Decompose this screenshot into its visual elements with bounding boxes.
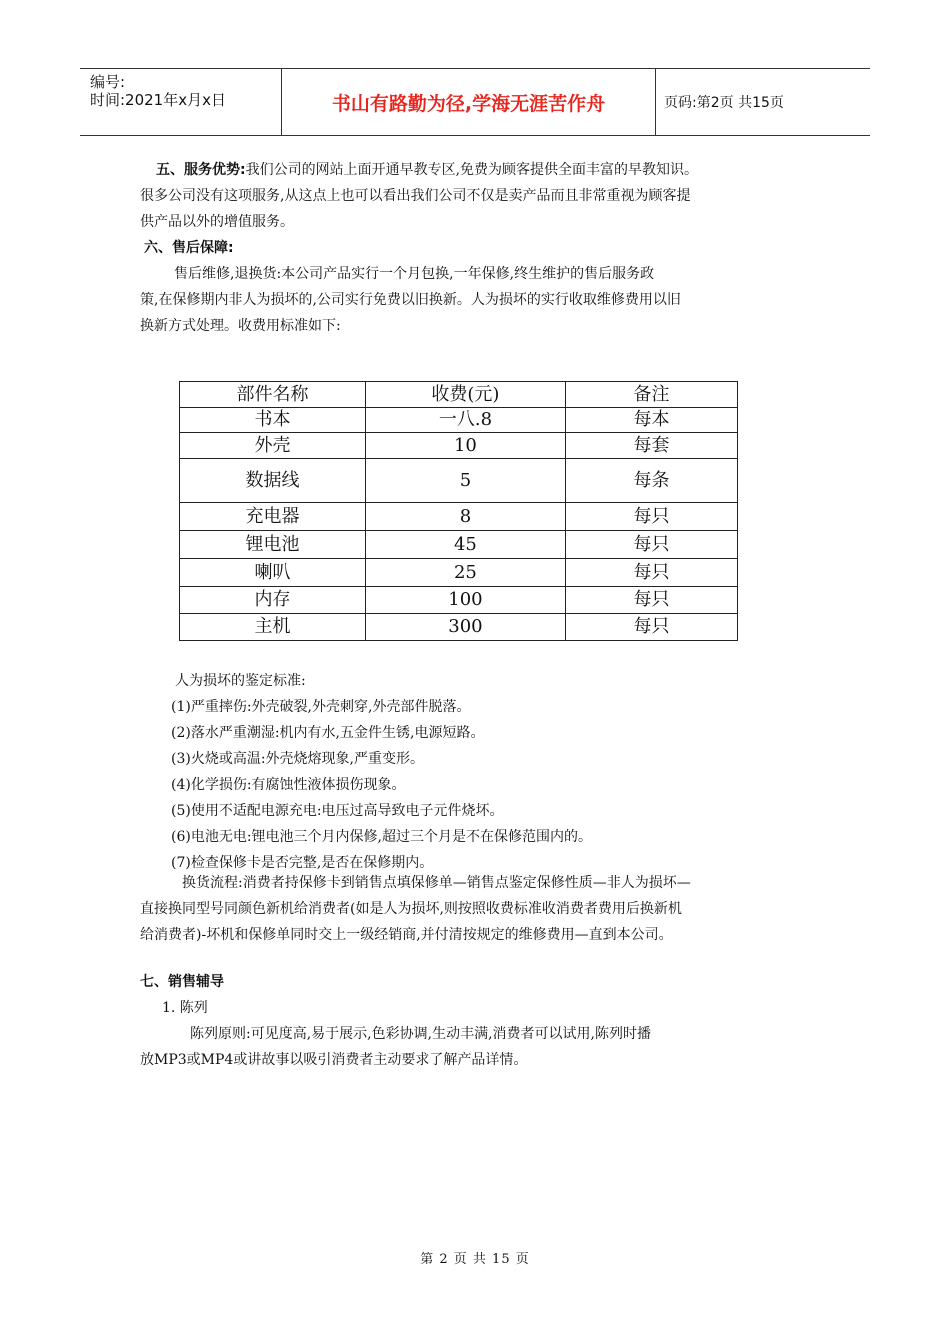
table-row xyxy=(180,459,738,503)
section-7-heading: 七、销售辅导 xyxy=(140,974,224,990)
list-item: (7)检查保修卡是否完整,是否在保修期内。 xyxy=(171,855,434,871)
fee-part: 内存 xyxy=(180,587,366,614)
fee-part: 书本 xyxy=(180,408,366,433)
section-7-text-2: 放MP3或MP4或讲故事以吸引消费者主动要求了解产品详情。 xyxy=(140,1052,528,1068)
fee-cost: 10 xyxy=(365,433,565,459)
fee-part: 锂电池 xyxy=(180,531,366,559)
table-row xyxy=(180,503,738,531)
page-header xyxy=(80,68,870,136)
header-motto: 书山有路勤为径,学海无涯苦作舟 xyxy=(281,69,656,135)
list-item: (4)化学损伤:有腐蚀性液体损伤现象。 xyxy=(171,777,406,793)
fee-part: 主机 xyxy=(180,614,366,641)
damage-title: 人为损坏的鉴定标准: xyxy=(175,673,306,689)
list-item: (3)火烧或高温:外壳烧熔现象,严重变形。 xyxy=(171,751,424,767)
fee-part: 喇叭 xyxy=(180,559,366,587)
fee-note: 每只 xyxy=(565,614,737,641)
fee-note: 每套 xyxy=(565,433,737,459)
list-item: (5)使用不适配电源充电:电压过高导致电子元件烧坏。 xyxy=(171,803,504,819)
section-6-heading: 六、售后保障: xyxy=(144,240,234,256)
fee-table-header xyxy=(180,382,738,408)
fee-cost: 5 xyxy=(365,459,565,503)
damage-standards xyxy=(171,668,815,876)
fee-note: 每条 xyxy=(565,459,737,503)
section-5 xyxy=(140,157,812,235)
section-5-text-3: 供产品以外的增值服务。 xyxy=(140,214,294,230)
exchange-text-3: 给消费者)-坏机和保修单同时交上一级经销商,并付清按规定的维修费用—直到本公司。 xyxy=(140,927,673,943)
section-6-text-1: 售后维修,退换货:本公司产品实行一个月包换,一年保修,终生维护的售后服务政 xyxy=(174,266,655,282)
header-page-number: 页码:第2页 共15页 xyxy=(664,95,784,111)
fee-note: 每本 xyxy=(565,408,737,433)
table-row xyxy=(180,433,738,459)
section-6-text-3: 换新方式处理。收费用标准如下: xyxy=(140,318,341,334)
fee-note: 每只 xyxy=(565,559,737,587)
fee-note: 每只 xyxy=(565,531,737,559)
fee-cost: 45 xyxy=(365,531,565,559)
list-item: (2)落水严重潮湿:机内有水,五金件生锈,电源短路。 xyxy=(171,725,485,741)
exchange-process xyxy=(140,870,812,948)
section-7 xyxy=(140,969,812,1073)
fee-cost: 300 xyxy=(365,614,565,641)
fee-table xyxy=(179,381,738,641)
table-row xyxy=(180,408,738,433)
header-info xyxy=(80,69,281,135)
fee-note: 每只 xyxy=(565,503,737,531)
fee-part: 充电器 xyxy=(180,503,366,531)
list-item: (1)严重摔伤:外壳破裂,外壳刺穿,外壳部件脱落。 xyxy=(171,699,471,715)
fee-header-note: 备注 xyxy=(565,382,737,408)
section-7-sub-1: 1. 陈列 xyxy=(162,1000,208,1016)
page-footer: 第 2 页 共 15 页 xyxy=(420,1252,530,1267)
section-6-text-2: 策,在保修期内非人为损坏的,公司实行免费以旧换新。人为损坏的实行收取维修费用以旧 xyxy=(140,292,681,308)
table-row xyxy=(180,531,738,559)
section-5-text-1: 我们公司的网站上面开通早教专区,免费为顾客提供全面丰富的早教知识。 xyxy=(245,162,699,178)
section-6 xyxy=(140,235,812,339)
date-label: 时间:2021年x月x日 xyxy=(90,91,226,109)
fee-cost: 一八.8 xyxy=(365,408,565,433)
exchange-text-1: 换货流程:消费者持保修卡到销售点填保修单—销售点鉴定保修性质—非人为损坏— xyxy=(182,875,691,891)
fee-part: 数据线 xyxy=(180,459,366,503)
section-5-heading: 五、服务优势: xyxy=(156,162,246,178)
fee-part: 外壳 xyxy=(180,433,366,459)
list-item: (6)电池无电:锂电池三个月内保修,超过三个月是不在保修范围内的。 xyxy=(171,829,592,845)
number-label: 编号: xyxy=(90,73,126,91)
fee-note: 每只 xyxy=(565,587,737,614)
fee-header-cost: 收费(元) xyxy=(365,382,565,408)
section-7-text-1: 陈列原则:可见度高,易于展示,色彩协调,生动丰满,消费者可以试用,陈列时播 xyxy=(190,1026,651,1042)
table-row xyxy=(180,559,738,587)
fee-cost: 100 xyxy=(365,587,565,614)
fee-cost: 25 xyxy=(365,559,565,587)
section-5-text-2: 很多公司没有这项服务,从这点上也可以看出我们公司不仅是卖产品而且非常重视为顾客提 xyxy=(140,188,691,204)
exchange-text-2: 直接换同型号同颜色新机给消费者(如是人为损坏,则按照收费标准收消费者费用后换新机 xyxy=(140,901,682,917)
table-row xyxy=(180,614,738,641)
fee-header-part: 部件名称 xyxy=(180,382,366,408)
fee-cost: 8 xyxy=(365,503,565,531)
table-row xyxy=(180,587,738,614)
